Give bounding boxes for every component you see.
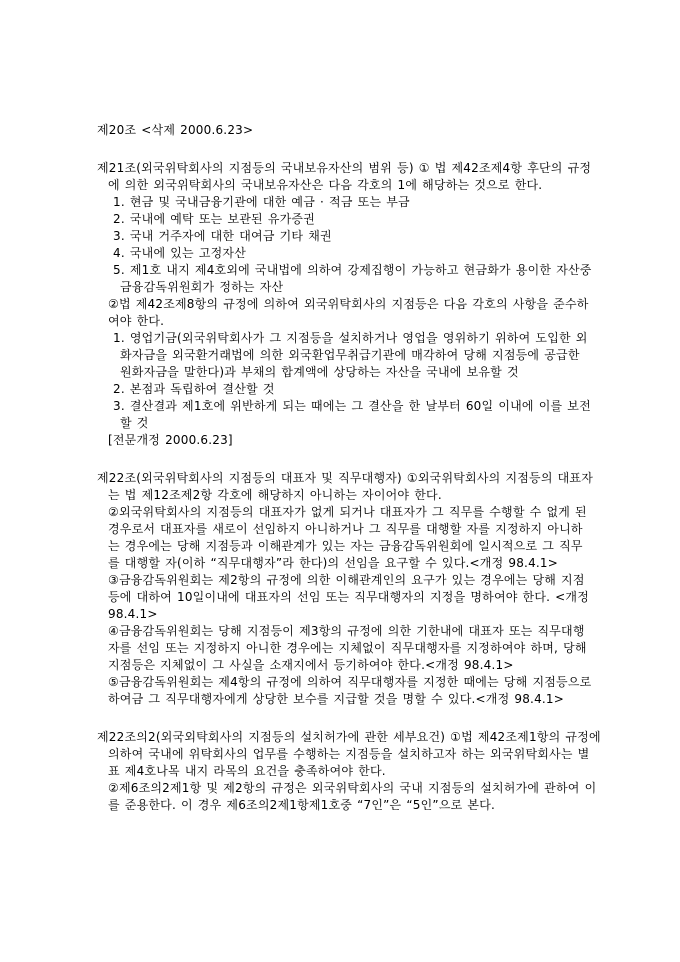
text-line: 할 것 bbox=[120, 416, 149, 430]
text-line: ⑤금융감독위원회는 제4항의 규정에 의하여 직무대행자를 지정한 때에는 당해 지점등으로 bbox=[108, 675, 592, 689]
text-line: 하여금 그 직무대행자에게 상당한 보수를 지급할 것을 명할 수 있다.<개정 98.4.1> bbox=[108, 692, 565, 706]
text-line: ②법 제42조제8항의 규정에 의하여 외국위탁회사의 지점등은 다음 각호의 사항을 준수하 bbox=[108, 297, 589, 311]
article-21 bbox=[97, 160, 607, 449]
text-line: 표 제4호나목 내지 라목의 요건을 충족하여야 한다. bbox=[108, 764, 386, 778]
text-line: 화자금을 외국환거래법에 의한 외국환업무취급기관에 매각하여 당해 지점등에 공급한 bbox=[120, 348, 580, 362]
legal-document-body bbox=[97, 122, 607, 835]
text-line: 2. 국내에 예탁 또는 보관된 유가증권 bbox=[113, 212, 316, 226]
article-22 bbox=[97, 470, 607, 708]
article-22-2 bbox=[97, 729, 607, 814]
article-20 bbox=[97, 122, 607, 139]
text-line: 3. 결산결과 제1호에 위반하게 되는 때에는 그 결산을 한 날부터 60일 이내에 이를 보전 bbox=[113, 399, 591, 413]
text-line: 5. 제1호 내지 제4호외에 국내법에 의하여 강제집행이 가능하고 현금화가 용이한 자산중 bbox=[113, 263, 592, 277]
text-line: 제22조의2(외국외탁회사의 지점등의 설치허가에 관한 세부요건) ①법 제42조제1항의 규정에 bbox=[97, 730, 601, 744]
text-line: 4. 국내에 있는 고정자산 bbox=[113, 246, 247, 260]
text-line: 의하여 국내에 위탁회사의 업무를 수행하는 지점등을 설치하고자 하는 외국위탁회사는 별 bbox=[108, 747, 590, 761]
text-line: 는 경우에는 당해 지점등과 이해관계가 있는 자는 금융감독위원회에 일시적으로 그 직무 bbox=[108, 539, 583, 553]
text-line: 제22조(외국위탁회사의 지점등의 대표자 및 직무대행자) ①외국위탁회사의 지점등의 대표자 bbox=[97, 471, 594, 485]
text-line: ④금융감독위원회는 당해 지점등이 제3항의 규정에 의한 기한내에 대표자 또는 직무대행 bbox=[108, 624, 585, 638]
text-line: 등에 대하여 10일이내에 대표자의 선임 또는 직무대행자의 지정을 명하여야 한다. <개정 bbox=[108, 590, 590, 604]
text-line: 를 준용한다. 이 경우 제6조의2제1항제1호중 “7인”은 “5인”으로 본다. bbox=[108, 798, 496, 812]
text-line: 제20조 <삭제 2000.6.23> bbox=[97, 123, 254, 137]
text-line: 여야 한다. bbox=[108, 314, 165, 328]
text-line: 원화자금을 말한다)과 부채의 합계액에 상당하는 자산을 국내에 보유할 것 bbox=[120, 365, 519, 379]
text-line: 2. 본점과 독립하여 결산할 것 bbox=[113, 382, 275, 396]
text-line: 3. 국내 거주자에 대한 대여금 기타 채권 bbox=[113, 229, 332, 243]
text-line: ②제6조의2제1항 및 제2항의 규정은 외국위탁회사의 국내 지점등의 설치허가에 관하여 이 bbox=[108, 781, 597, 795]
text-line: ②외국위탁회사의 지점등의 대표자가 없게 되거나 대표자가 그 직무를 수행할 수 없게 된 bbox=[108, 505, 587, 519]
text-line: 제21조(외국위탁회사의 지점등의 국내보유자산의 범위 등) ① 법 제42조제4항 후단의 규정 bbox=[97, 161, 592, 175]
text-line: 를 대행할 자(이하 “직무대행자”라 한다)의 선임을 요구할 수 있다.<개정 98.4.1> bbox=[108, 556, 559, 570]
text-line: 자를 선임 또는 지정하지 아니한 경우에는 지체없이 직무대행자를 지정하여야 하며, 당해 bbox=[108, 641, 587, 655]
text-line: 는 법 제12조제2항 각호에 해당하지 아니하는 자이어야 한다. bbox=[108, 488, 442, 502]
text-line: 1. 영업기금(외국위탁회사가 그 지점등을 설치하거나 영업을 영위하기 위하여 도입한 외 bbox=[113, 331, 588, 345]
text-line: 1. 현금 및 국내금융기관에 대한 예금 · 적금 또는 부금 bbox=[113, 195, 410, 209]
text-line: 금융감독위원회가 정하는 자산 bbox=[120, 280, 284, 294]
text-line: [전문개정 2000.6.23] bbox=[108, 433, 233, 447]
text-line: 지점등은 지체없이 그 사실을 소재지에서 등기하여야 한다.<개정 98.4.1> bbox=[108, 658, 514, 672]
text-line: 98.4.1> bbox=[108, 607, 158, 621]
text-line: ③금융감독위원회는 제2항의 규정에 의한 이해관계인의 요구가 있는 경우에는 당해 지점 bbox=[108, 573, 585, 587]
text-line: 경우로서 대표자를 새로이 선임하지 아니하거나 그 직무를 대행할 자를 지정하지 아니하 bbox=[108, 522, 583, 536]
text-line: 에 의한 외국위탁회사의 국내보유자산은 다음 각호의 1에 해당하는 것으로 한다. bbox=[108, 178, 543, 192]
